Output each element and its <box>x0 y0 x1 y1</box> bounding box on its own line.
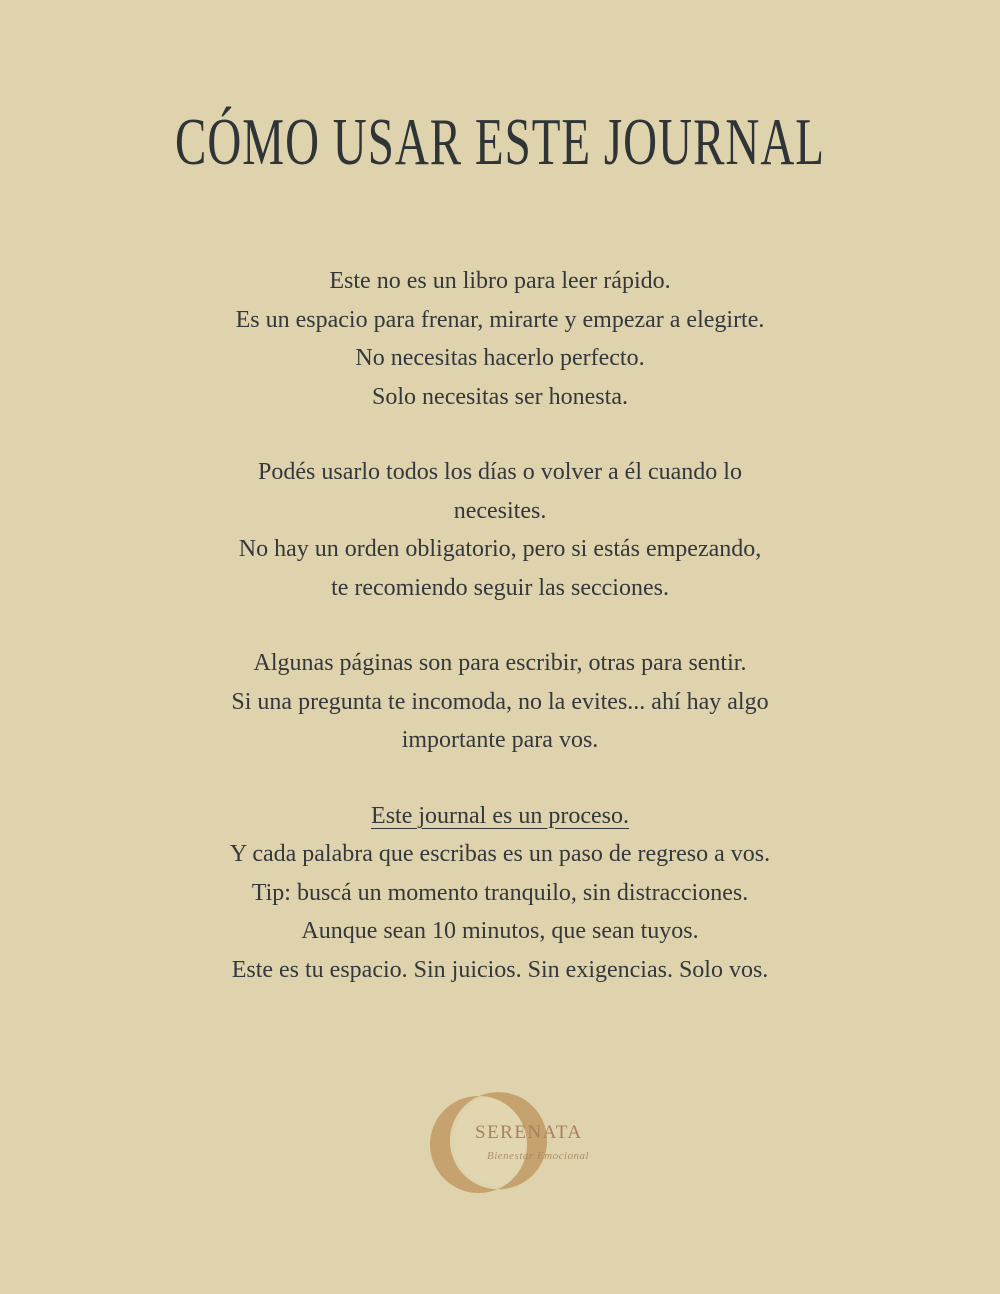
text-line-underlined: Este journal es un proceso. <box>371 802 629 829</box>
text-line: Este es tu espacio. Sin juicios. Sin exigencias. Solo vos. <box>231 956 769 983</box>
text-line: No necesitas hacerlo perfecto. <box>355 345 645 371</box>
text-line: Solo necesitas ser honesta. <box>372 383 628 410</box>
brand-logo <box>0 1090 1000 1220</box>
page-title <box>0 105 1000 180</box>
text-line: No hay un orden obligatorio, pero si estás empezando, <box>238 536 762 562</box>
text-line: importante para vos. <box>401 727 599 753</box>
text-line: Y cada palabra que escribas es un paso de regreso a vos. <box>229 841 771 867</box>
crescent-moon-icon <box>430 1096 560 1194</box>
text-line: Este no es un libro para leer rápido. <box>329 268 671 294</box>
text-line: Podés usarlo todos los días o volver a él cuando lo <box>258 459 742 485</box>
text-line: Si una pregunta te incomoda, no la evites... ahí hay algo <box>231 688 769 715</box>
text-line: Tip: buscá un momento tranquilo, sin distracciones. <box>251 879 749 906</box>
brand-name: SERENATA <box>475 1122 583 1143</box>
paragraph-process <box>0 797 1000 990</box>
page-title-text: CÓMO USAR ESTE JOURNAL <box>174 105 826 180</box>
page-body <box>0 262 1000 1026</box>
text-line: necesites. <box>453 497 547 524</box>
text-line: Algunas páginas son para escribir, otras para sentir. <box>253 650 747 676</box>
text-line: te recomiendo seguir las secciones. <box>331 574 669 601</box>
paragraph-usage <box>0 453 1000 607</box>
text-line: Aunque sean 10 minutos, que sean tuyos. <box>301 918 699 944</box>
paragraph-intro <box>0 262 1000 416</box>
paragraph-pages <box>0 644 1000 760</box>
text-line: Es un espacio para frenar, mirarte y empezar a elegirte. <box>235 306 765 333</box>
brand-tagline: Bienestar Emocional <box>487 1150 590 1162</box>
